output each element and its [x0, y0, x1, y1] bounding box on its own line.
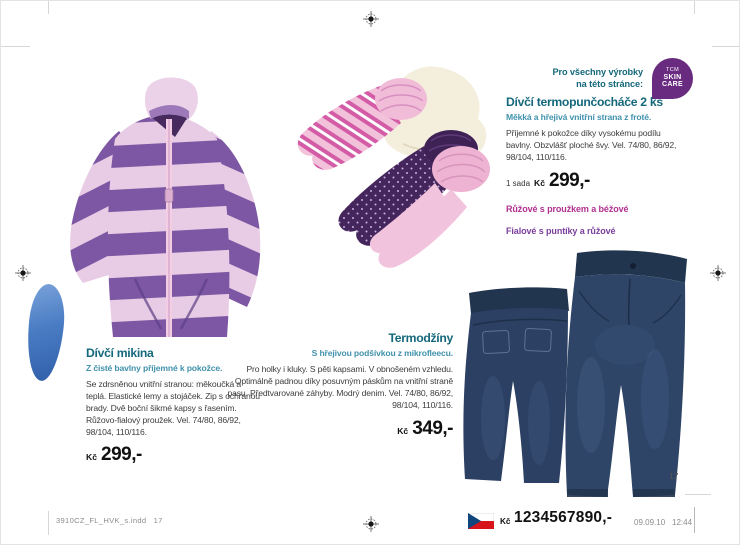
- crop-mark: [48, 1, 49, 14]
- badge-word-skin: SKIN: [663, 74, 682, 82]
- jeans-title: Termodžíny: [388, 331, 453, 345]
- jacket-title: Dívčí mikina: [86, 346, 154, 360]
- badge-brand: TCM: [665, 67, 680, 74]
- crop-mark: [48, 511, 49, 535]
- jeans-price: [223, 418, 453, 440]
- registration-mark-left: [15, 265, 31, 281]
- jeans-description: Pro holky i kluky. S pěti kapsami. V obnošeném vzhledu. Optimálně padnou díky posuvným páskům na vnitřní straně pasu. Předtvarované záhyby. Modrý denim. Vel. 74/80, 86/92, 98/104, 110/116.: [227, 364, 453, 410]
- product-tights: [506, 96, 678, 236]
- registration-mark-bottom: [363, 516, 379, 532]
- jacket-price: [86, 444, 262, 466]
- footer-date: 09.09.10: [634, 518, 666, 527]
- jeans-price-value: 349,-: [412, 417, 453, 439]
- tights-variant-pink: Růžové s proužkem a béžové: [506, 203, 629, 214]
- crop-mark: [712, 46, 740, 47]
- product-jeans: [223, 332, 453, 440]
- tights-title: Dívčí termopunčocháče 2 ks: [506, 95, 663, 109]
- jeans-subtitle: S hřejivou podšívkou z mikrofleecu.: [311, 348, 453, 359]
- tights-currency: Kč: [534, 177, 546, 188]
- footer-time: 12:44: [672, 518, 693, 527]
- registration-mark-right: [710, 265, 726, 281]
- page-number: 17: [669, 471, 679, 481]
- promo-note-line1: Pro všechny výrobky: [552, 67, 643, 77]
- czech-flag-icon: [468, 513, 494, 529]
- badge-word-care: CARE: [661, 81, 684, 89]
- tights-subtitle: Měkká a hřejivá vnitřní strana z froté.: [506, 112, 652, 123]
- file-slug: 3910CZ_FL_HVK_s.indd 17: [56, 516, 163, 525]
- promo-note-line2: na této stránce:: [576, 78, 643, 89]
- jeans-photo: [449, 233, 707, 505]
- crop-mark: [694, 1, 695, 14]
- tights-price: [506, 170, 678, 192]
- jacket-subtitle: Z čisté bavlny příjemné k pokožce.: [86, 363, 223, 374]
- tights-price-value: 299,-: [549, 169, 590, 191]
- jacket-price-value: 299,-: [101, 444, 142, 466]
- skin-care-badge-icon: [652, 58, 693, 99]
- tights-description: Příjemné k pokožce díky vysokému podílu bavlny. Obzvlášť ploché švy. Vel. 74/80, 86/92, 98/104, 110/116.: [506, 128, 677, 162]
- jacket-description: Se zdrsněnou vnitřní stranou: měkoučká a teplá. Elastické lemy a stojáček. Zip s ochranou brady. Dvě boční šikmé kapsy s řasením. Růžovo-fialový proužek. Vel. 74/80, 86/92, 98/104, 110/116.: [86, 379, 260, 437]
- crop-mark: [1, 46, 30, 47]
- registration-mark-top: [363, 11, 379, 27]
- footer-digit-proof: 1234567890,-: [514, 509, 613, 526]
- footer-divider: [694, 507, 695, 533]
- jeans-currency: Kč: [397, 425, 409, 436]
- tights-variant-purple: Fialové s puntíky a růžové: [506, 225, 616, 236]
- footer-currency: Kč: [500, 517, 511, 526]
- jacket-currency: Kč: [86, 452, 97, 463]
- tights-price-unit: 1 sada: [506, 178, 531, 188]
- jacket-photo: [49, 39, 279, 349]
- promo-note: [517, 67, 643, 91]
